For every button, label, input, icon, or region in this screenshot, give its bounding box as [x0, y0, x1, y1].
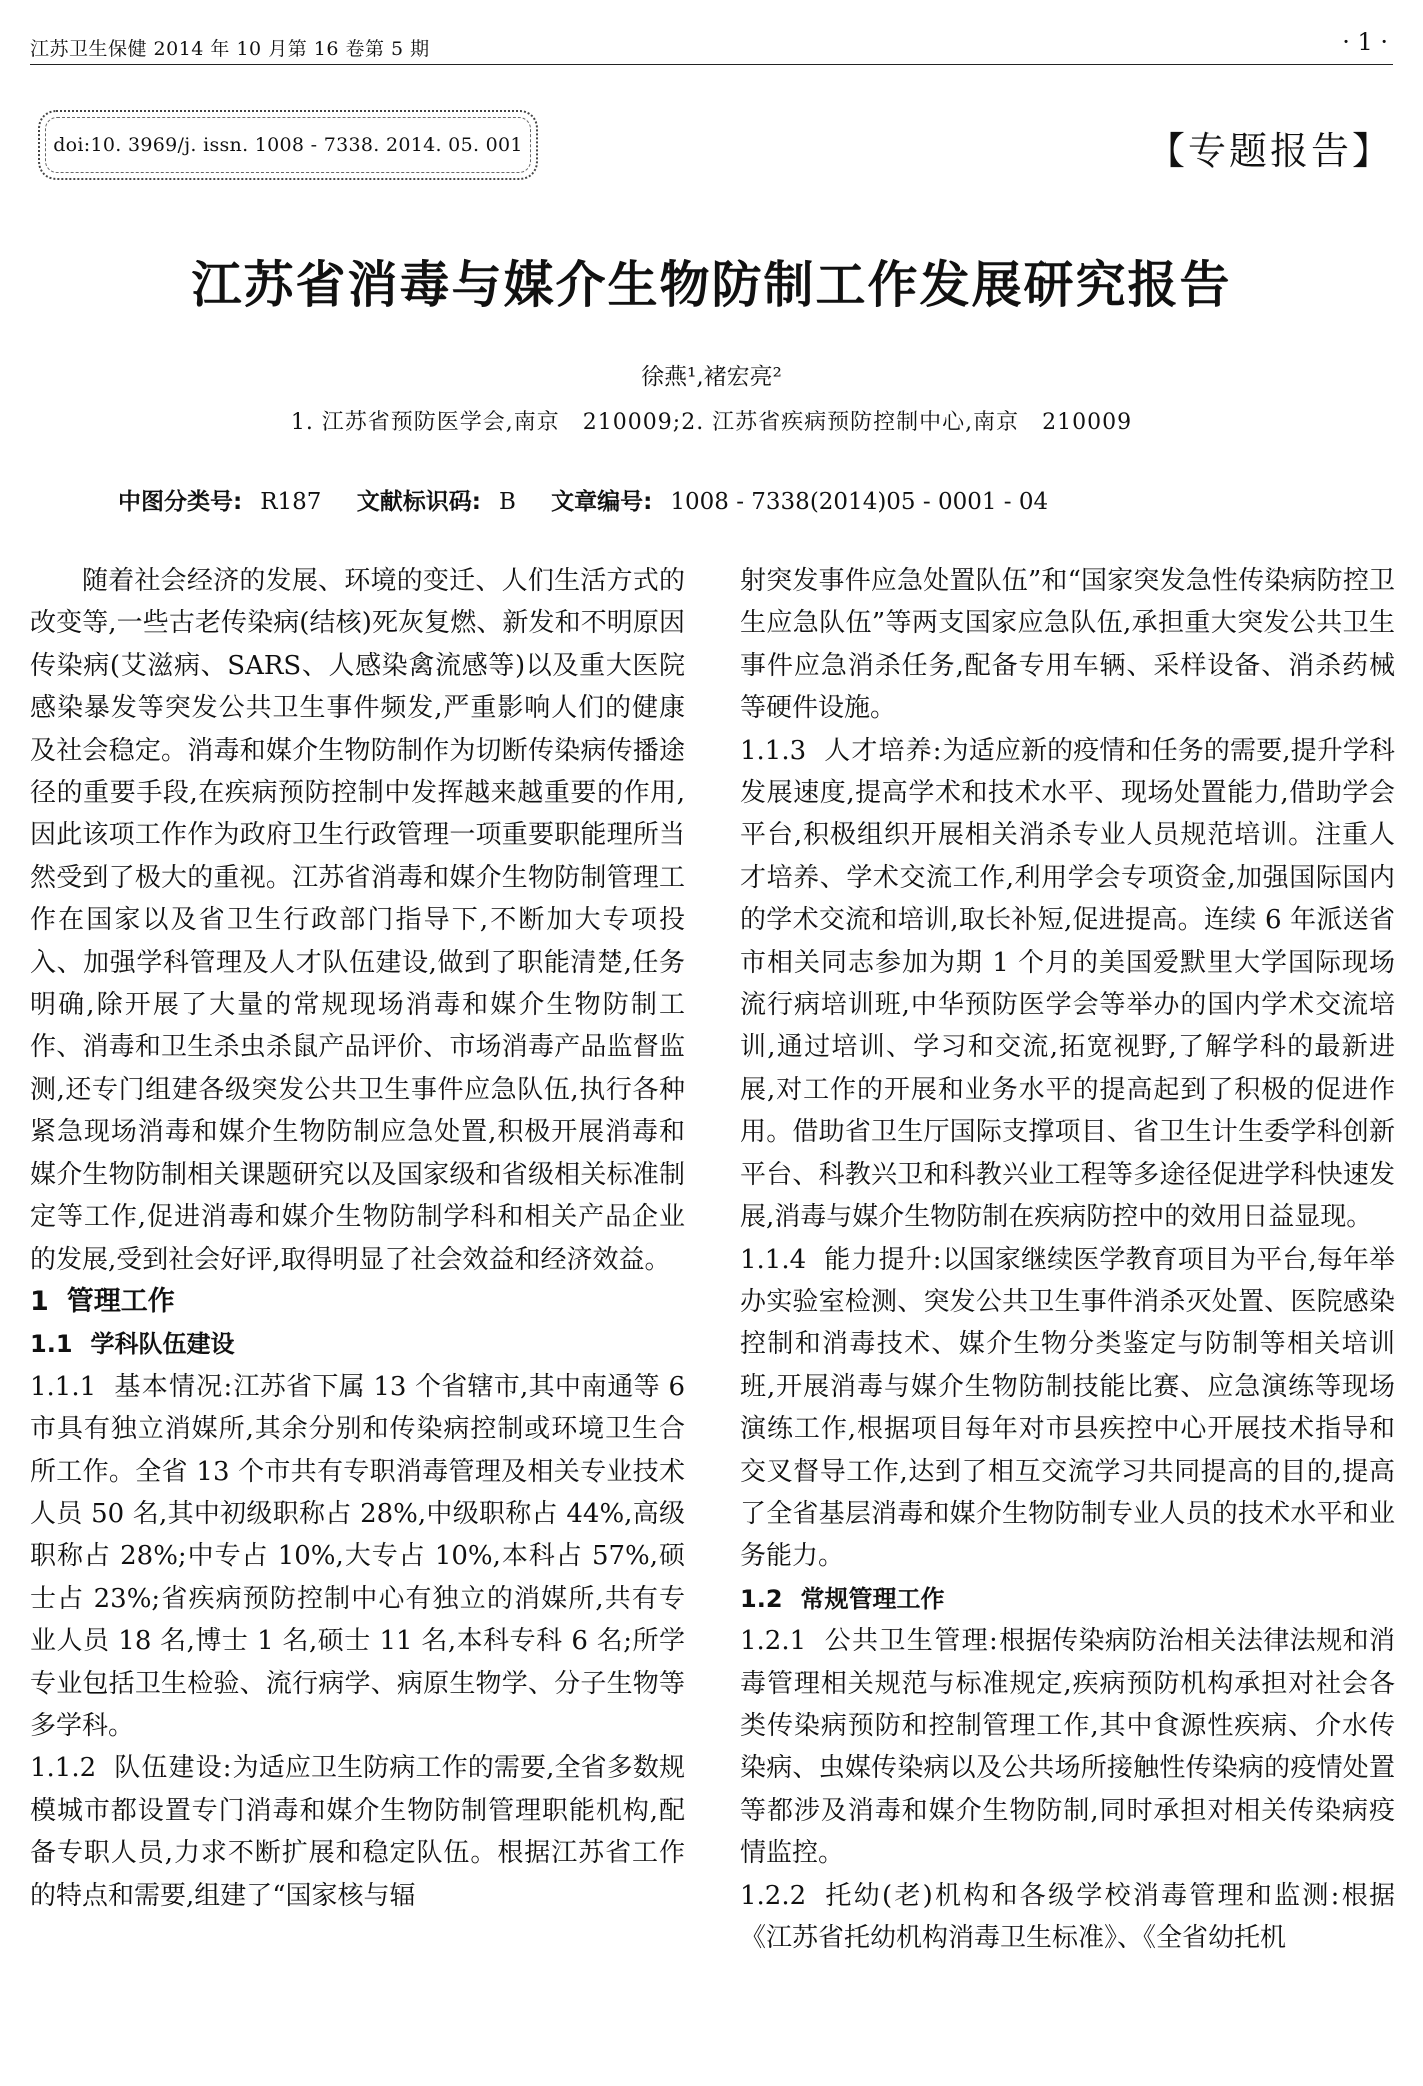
- paragraph-1-2-1-lead: 公共卫生管理:: [824, 1626, 999, 1657]
- doc-code-value: B: [498, 489, 516, 515]
- left-column: [30, 560, 685, 2070]
- doi-box: [38, 110, 538, 180]
- paragraph-1-2-1-number: 1.2.1: [740, 1626, 807, 1657]
- paragraph-1-2-2-number: 1.2.2: [740, 1880, 807, 1911]
- paragraph-1-1-2-text: 为适应卫生防病工作的需要,全省多数规模城市都设置专门消毒和媒介生物防制管理职能机构,配备专职人员,力求不断扩展和稳定队伍。根据江苏省工作的特点和需要,组建了“国家核与辐: [30, 1753, 685, 1911]
- column-label: 【专题报告】: [1146, 129, 1393, 173]
- paragraph-1-1-3: [740, 730, 1395, 1239]
- article-no-value: 1008 - 7338(2014)05 - 0001 - 04: [670, 489, 1049, 515]
- classification-line: [118, 483, 1076, 516]
- article-title: 江苏省消毒与媒介生物防制工作发展研究报告: [191, 255, 1232, 314]
- section-1-2-title: 常规管理工作: [800, 1584, 945, 1613]
- running-header: 江苏卫生保健 2014 年 10 月第 16 卷第 5 期: [30, 38, 430, 60]
- paragraph-1-1-3-text: 为适应新的疫情和任务的需要,提升学科发展速度,提高学术和技术水平、现场处置能力,借助学会平台,积极组织开展相关消杀专业人员规范培训。注重人才培养、学术交流工作,利用学会专项资金,加强国际国内的学术交流和培训,取长补短,促进提高。连续 6 年派送省市相关同志参加为期 1 个月的美国爱默里大学国际现场流行病培训班,中华预防医学会等举办的国内学术交流培训,通过培训、学习和交流,拓宽视野,了解学科的最新进展,对工作的开展和业务水平的提高起到了积极的促进作用。借助省卫生厅国际支撑项目、省卫生计生委学科创新平台、科教兴卫和科教兴业工程等多途径促进学科快速发展,消毒与媒介生物防制在疾病防控中的效用日益显现。: [740, 735, 1395, 1233]
- affiliations: 1. 江苏省预防医学会,南京 210009;2. 江苏省疾病预防控制中心,南京 210009: [290, 410, 1133, 435]
- continued-paragraph: 射突发事件应急处置队伍”和“国家突发急性传染病防控卫生应急队伍”等两支国家应急队伍,承担重大突发公共卫生事件应急消杀任务,配备专用车辆、采样设备、消杀药械等硬件设施。: [740, 566, 1395, 724]
- paragraph-1-1-4: [740, 1239, 1395, 1578]
- paragraph-1-2-2: [740, 1875, 1395, 1960]
- paragraph-1-1-1-text: 江苏省下属 13 个省辖市,其中南通等 6 市具有独立消媒所,其余分别和传染病控制或环境卫生合所工作。全省 13 个市共有专职消毒管理及相关专业技术人员 50 名,其中初级职称占 28%,中级职称占 44%,高级职称占 28%;中专占 10%,大专占 10%,本科占 57%,硕士占 23%;省疾病预防控制中心有独立的消媒所,共有专业人员 18 名,博士 1 名,硕士 11 名,本科专科 6 名;所学专业包括卫生检验、流行病学、病原生物学、分子生物等多学科。: [30, 1371, 685, 1741]
- paragraph-1-1-3-lead: 人才培养:: [824, 735, 943, 766]
- intro-paragraph: 随着社会经济的发展、环境的变迁、人们生活方式的改变等,一些古老传染病(结核)死灰复燃、新发和不明原因传染病(艾滋病、SARS、人感染禽流感等)以及重大医院感染暴发等突发公共卫生事件频发,严重影响人们的健康及社会稳定。消毒和媒介生物防制作为切断传染病传播途径的重要手段,在疾病预防控制中发挥越来越重要的作用,因此该项工作作为政府卫生行政管理一项重要职能理所当然受到了极大的重视。江苏省消毒和媒介生物防制管理工作在国家以及省卫生行政部门指导下,不断加大专项投入、加强学科管理及人才队伍建设,做到了职能清楚,任务明确,除开展了大量的常规现场消毒和媒介生物防制工作、消毒和卫生杀虫杀鼠产品评价、市场消毒产品监督监测,还专门组建各级突发公共卫生事件应急队伍,执行各种紧急现场消毒和媒介生物防制应急处置,积极开展消毒和媒介生物防制相关课题研究以及国家级和省级相关标准制定等工作,促进消毒和媒介生物防制学科和相关产品企业的发展,受到社会好评,取得明显了社会效益和经济效益。: [30, 566, 685, 1275]
- paragraph-1-1-2-number: 1.1.2: [30, 1753, 97, 1784]
- section-1-title: 管理工作: [66, 1285, 175, 1317]
- header-rule: [30, 64, 1393, 65]
- section-1-1-heading: [30, 1323, 685, 1365]
- right-column: [740, 560, 1395, 2070]
- paragraph-1-1-1: [30, 1366, 685, 1748]
- paragraph-1-1-1-number: 1.1.1: [30, 1371, 97, 1402]
- section-1-2-heading: [740, 1578, 1395, 1620]
- paragraph-1-1-4-text: 以国家继续医学教育项目为平台,每年举办实验室检测、突发公共卫生事件消杀灭处置、医院感染控制和消毒技术、媒介生物分类鉴定与防制等相关培训班,开展消毒与媒介生物防制技能比赛、应急演练等现场演练工作,根据项目每年对市县疾控中心开展技术指导和交叉督导工作,达到了相互交流学习共同提高的目的,提高了全省基层消毒和媒介生物防制专业人员的技术水平和业务能力。: [740, 1244, 1395, 1572]
- clc-label: 中图分类号:: [118, 489, 243, 515]
- doc-code-label: 文献标识码:: [356, 489, 481, 515]
- paragraph-1-1-2: [30, 1747, 685, 1917]
- paragraph-1-1-2-lead: 队伍建设:: [114, 1753, 233, 1784]
- paragraph-1-1-1-lead: 基本情况:: [114, 1371, 234, 1402]
- article-no-label: 文章编号:: [551, 489, 653, 515]
- paragraph-1-2-1: [740, 1620, 1395, 1874]
- section-1-1-number: 1.1: [30, 1330, 73, 1359]
- section-1-number: 1: [30, 1285, 49, 1317]
- authors: 徐燕¹,褚宏亮²: [641, 364, 782, 390]
- paragraph-1-1-4-lead: 能力提升:: [824, 1244, 943, 1275]
- doi-text: doi:10. 3969/j. issn. 1008 - 7338. 2014. 05. 001: [45, 117, 531, 173]
- paragraph-1-2-2-text: 根据《江苏省托幼机构消毒卫生标准》、《全省幼托机: [740, 1880, 1395, 1953]
- paragraph-1-1-4-number: 1.1.4: [740, 1244, 807, 1275]
- clc-value: R187: [260, 489, 322, 515]
- paragraph-1-2-1-text: 根据传染病防治相关法律法规和消毒管理相关规范与标准规定,疾病预防机构承担对社会各类传染病预防和控制管理工作,其中食源性疾病、介水传染病、虫媒传染病以及公共场所接触性传染病的疫情处置等都涉及消毒和媒介生物防制,同时承担对相关传染病疫情监控。: [740, 1626, 1395, 1869]
- page-number: · 1 ·: [1342, 28, 1388, 56]
- section-1-heading: [30, 1281, 685, 1323]
- section-1-1-title: 学科队伍建设: [90, 1330, 235, 1359]
- paragraph-1-1-3-number: 1.1.3: [740, 735, 807, 766]
- paragraph-1-2-2-lead: 托幼(老)机构和各级学校消毒管理和监测:: [824, 1880, 1341, 1911]
- section-1-2-number: 1.2: [740, 1584, 783, 1613]
